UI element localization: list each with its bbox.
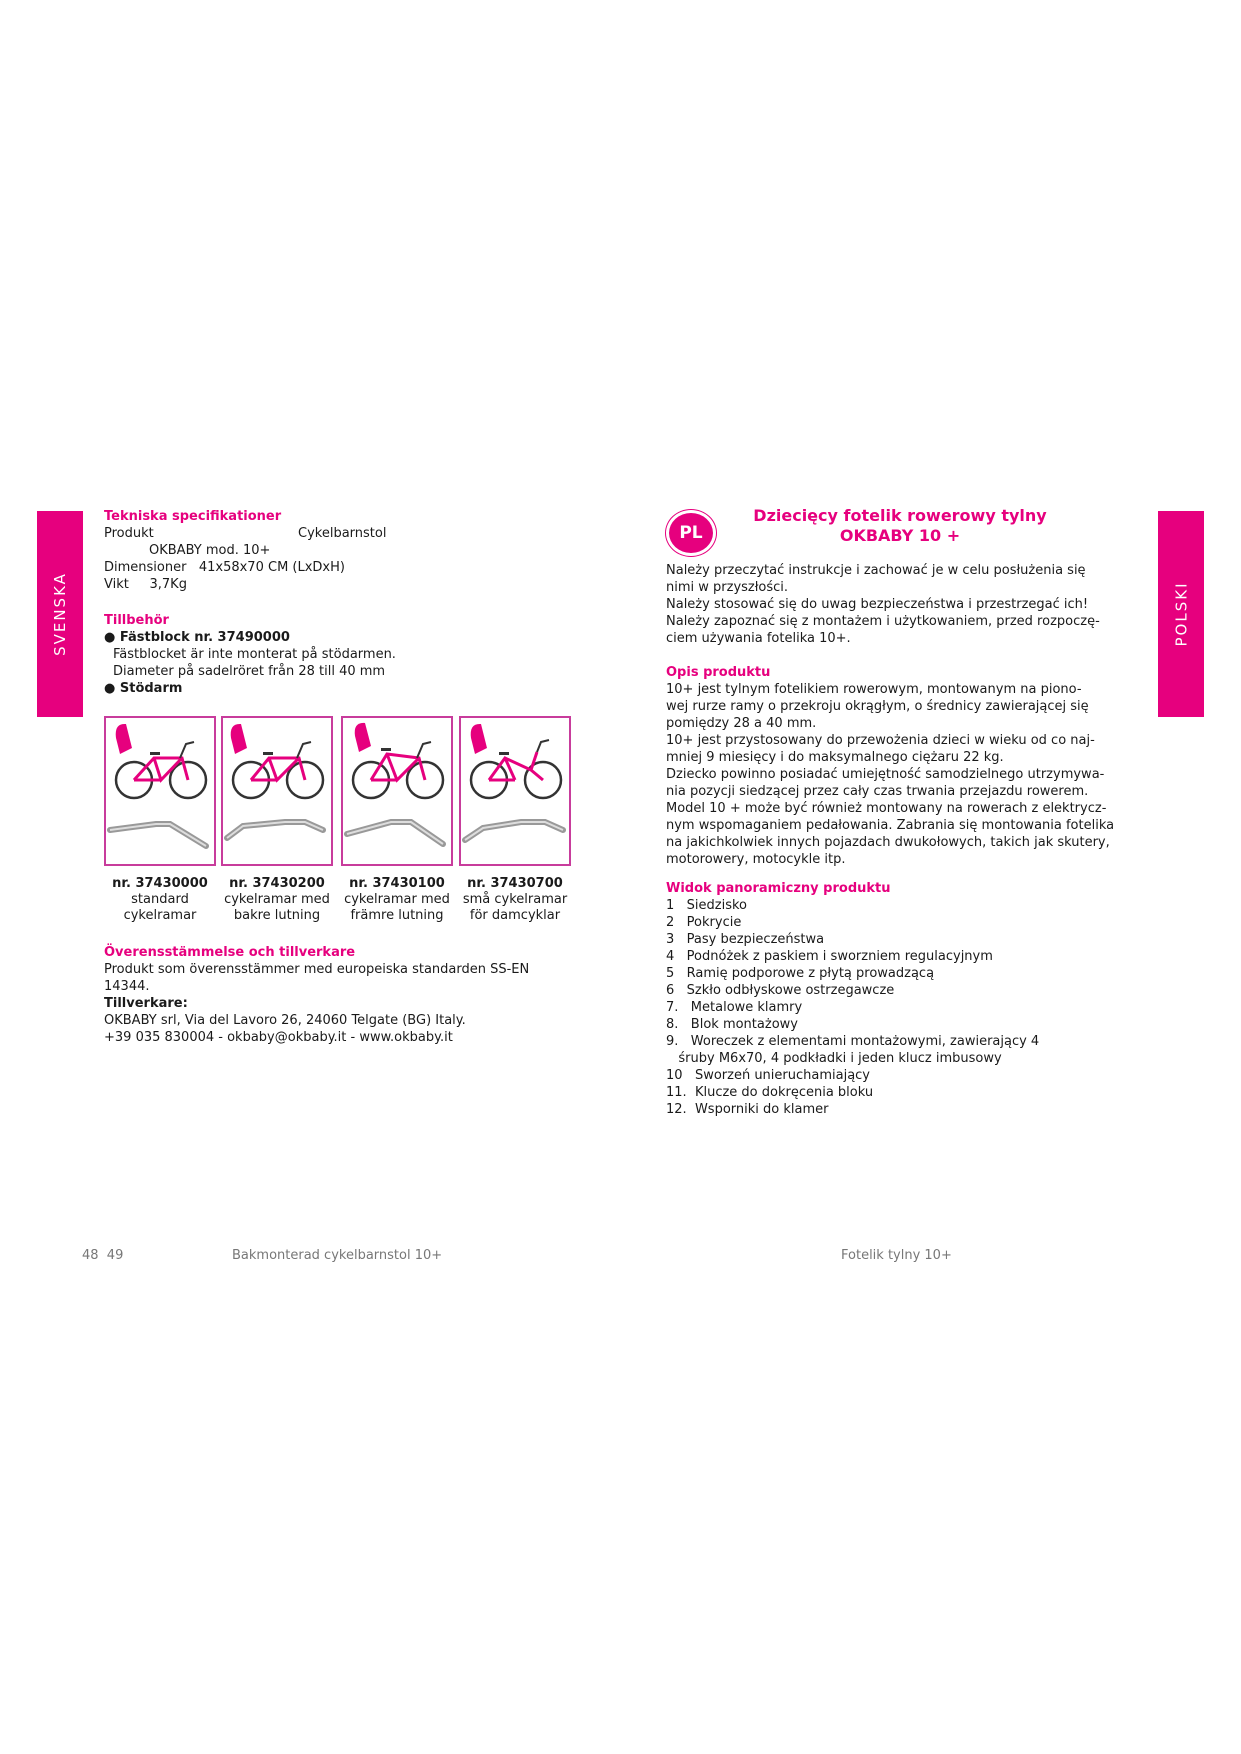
language-tab-svenska xyxy=(37,511,83,717)
intro-line: nimi w przyszłości. xyxy=(666,580,789,595)
support-arm-caption-1 xyxy=(99,876,221,924)
spec-weight: Vikt 3,7Kg xyxy=(104,577,187,592)
conformity-heading: Överensstämmelse och tillverkare xyxy=(104,945,356,960)
arm-desc-line1: standard xyxy=(131,892,189,907)
pl-intro-section xyxy=(666,562,1146,647)
pl-title-line2: OKBABY 10 + xyxy=(839,526,961,545)
accessory-block-diameter: Diameter på sadelröret från 28 till 40 mm xyxy=(113,664,386,679)
pl-description-section xyxy=(666,664,1156,868)
arm-desc-line2: för damcyklar xyxy=(469,908,561,923)
spec-produkt-row xyxy=(104,525,574,542)
arm-desc-line2: främre lutning xyxy=(350,908,444,923)
sv-conformity-section xyxy=(104,944,584,1046)
arm-number: nr. 37430200 xyxy=(229,876,325,891)
description-line: mniej 9 miesięcy i do maksymalnego ciężaru 22 kg. xyxy=(666,750,1004,765)
footer-right-title: Fotelik tylny 10+ xyxy=(841,1248,952,1263)
bike-seat-illustration xyxy=(343,718,451,864)
description-line: nym wspomaganiem pedałowania. Zabrania się montowania fotelika xyxy=(666,818,1115,833)
intro-line: Należy stosować się do uwag bezpieczeństwa i przestrzegać ich! xyxy=(666,597,1089,612)
spec-model: OKBABY mod. 10+ xyxy=(149,543,271,558)
bike-seat-illustration xyxy=(106,718,214,864)
spec-dimensions: Dimensioner 41x58x70 CM (LxDxH) xyxy=(104,560,345,575)
parts-list-item: 8. Blok montażowy xyxy=(666,1017,798,1032)
support-arm-image-1 xyxy=(104,716,216,866)
arm-desc-line1: cykelramar med xyxy=(344,892,450,907)
language-tab-label: POLSKI xyxy=(1172,581,1190,647)
parts-list-item: 2 Pokrycie xyxy=(666,915,742,930)
parts-list-item: 4 Podnóżek z paskiem i sworzniem regulacyjnym xyxy=(666,949,993,964)
bike-seat-illustration xyxy=(461,718,569,864)
parts-list-item: 1 Siedzisko xyxy=(666,898,748,913)
page-numbers: 48 49 xyxy=(82,1248,124,1263)
conformity-text: Produkt som överensstämmer med europeiska standarden SS-EN xyxy=(104,962,530,977)
description-line: 10+ jest tylnym fotelikiem rowerowym, montowanym na piono- xyxy=(666,682,1082,697)
parts-list-item: śruby M6x70, 4 podkładki i jeden klucz imbusowy xyxy=(666,1051,1002,1066)
description-heading: Opis produktu xyxy=(666,665,771,680)
description-line: na jakichkolwiek innych pojazdach dwukołowych, takich jak skutery, xyxy=(666,835,1110,850)
accessories-heading: Tillbehör xyxy=(104,613,169,628)
support-arm-caption-3 xyxy=(336,876,458,924)
pl-title-line1: Dziecięcy fotelik rowerowy tylny xyxy=(753,506,1047,525)
spec-heading: Tekniska specifikationer xyxy=(104,509,282,524)
description-line: Model 10 + może być również montowany na rowerach z elektrycz- xyxy=(666,801,1107,816)
arm-desc-line1: cykelramar med xyxy=(224,892,330,907)
parts-list-item: 10 Sworzeń unieruchamiający xyxy=(666,1068,871,1083)
manufacturer-address: OKBABY srl, Via del Lavoro 26, 24060 Telgate (BG) Italy. xyxy=(104,1013,466,1028)
parts-list-item: 12. Wsporniki do klamer xyxy=(666,1102,829,1117)
pl-language-badge: PL xyxy=(666,510,716,556)
support-arm-caption-4 xyxy=(454,876,576,924)
language-tab-polski xyxy=(1158,511,1204,717)
intro-line: Należy przeczytać instrukcje i zachować je w celu posłużenia się xyxy=(666,563,1086,578)
parts-list-item: 5 Ramię podporowe z płytą prowadzącą xyxy=(666,966,935,981)
parts-list-item: 6 Szkło odbłyskowe ostrzegawcze xyxy=(666,983,895,998)
description-line: 10+ jest przystosowany do przewożenia dzieci w wieku od co naj- xyxy=(666,733,1095,748)
intro-line: ciem używania fotelika 10+. xyxy=(666,631,851,646)
arm-number: nr. 37430700 xyxy=(467,876,563,891)
manufacturer-label: Tillverkare: xyxy=(104,996,188,1011)
description-line: wej rurze ramy o przekroju okrągłym, o średnicy zawierającej się xyxy=(666,699,1089,714)
sv-accessories-section xyxy=(104,612,574,697)
support-arm-image-4 xyxy=(459,716,571,866)
spec-produkt-label: Produkt xyxy=(104,526,154,541)
support-arm-image-3 xyxy=(341,716,453,866)
support-arm-caption-2 xyxy=(216,876,338,924)
support-arm-image-2 xyxy=(221,716,333,866)
arm-desc-line2: cykelramar xyxy=(123,908,197,923)
accessory-block-note: Fästblocket är inte monterat på stödarmen. xyxy=(113,647,396,662)
conformity-standard: 14344. xyxy=(104,979,150,994)
parts-list-item: 11. Klucze do dokręcenia bloku xyxy=(666,1085,874,1100)
arm-number: nr. 37430100 xyxy=(349,876,445,891)
manufacturer-contact: +39 035 830004 - okbaby@okbaby.it - www.okbaby.it xyxy=(104,1030,453,1045)
accessory-support-arm: ● Stödarm xyxy=(104,681,183,696)
parts-list-item: 7. Metalowe klamry xyxy=(666,1000,803,1015)
footer-left-title: Bakmonterad cykelbarnstol 10+ xyxy=(232,1248,443,1263)
description-line: motorowery, motocykle itp. xyxy=(666,852,846,867)
parts-heading: Widok panoramiczny produktu xyxy=(666,881,891,896)
language-tab-label: SVENSKA xyxy=(51,572,69,656)
pl-parts-section xyxy=(666,880,1156,1118)
arm-desc-line1: små cykelramar xyxy=(462,892,568,907)
description-line: Dziecko powinno posiadać umiejętność samodzielnego utrzymywa- xyxy=(666,767,1105,782)
arm-number: nr. 37430000 xyxy=(112,876,208,891)
description-line: nia pozycji siedzącej przez cały czas trwania przejazdu rowerem. xyxy=(666,784,1089,799)
spec-produkt-value: Cykelbarnstol xyxy=(298,526,387,541)
parts-list-item: 9. Woreczek z elementami montażowymi, zawierający 4 xyxy=(666,1034,1040,1049)
accessory-mounting-block: ● Fästblock nr. 37490000 xyxy=(104,630,290,645)
description-line: pomiędzy 28 a 40 mm. xyxy=(666,716,817,731)
arm-desc-line2: bakre lutning xyxy=(233,908,321,923)
bike-seat-illustration xyxy=(223,718,331,864)
parts-list-item: 3 Pasy bezpieczeństwa xyxy=(666,932,825,947)
sv-spec-section xyxy=(104,508,574,593)
intro-line: Należy zapoznać się z montażem i użytkowaniem, przed rozpoczę- xyxy=(666,614,1100,629)
